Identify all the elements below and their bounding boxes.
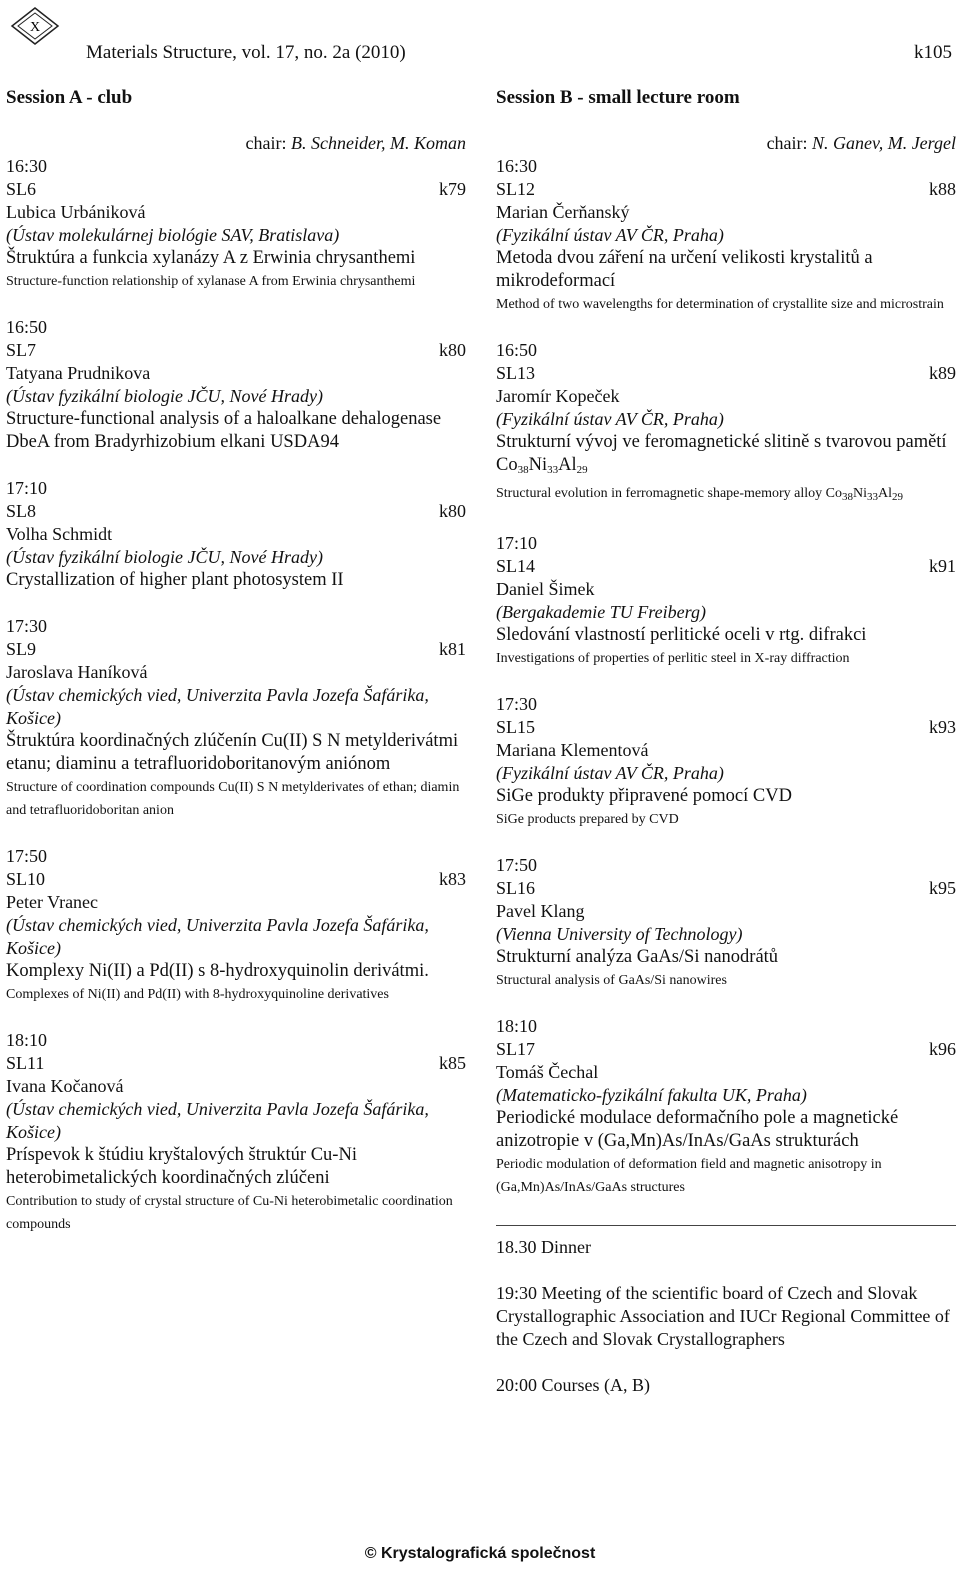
talk-affiliation: (Ústav fyzikální biologie JČU, Nové Hrady) <box>6 386 323 406</box>
talk-author: Peter Vranec <box>6 892 99 912</box>
page-header <box>0 42 960 72</box>
talk-entry <box>6 155 466 293</box>
talk-title-english: SiGe products prepared by CVD <box>496 812 679 827</box>
talk-entry <box>496 693 956 831</box>
talk-time: 16:30 <box>496 156 538 176</box>
talk-author: Pavel Klang <box>496 901 585 921</box>
talk-code-row <box>6 339 466 362</box>
talk-page: k85 <box>439 1053 466 1073</box>
talk-author: Daniel Šimek <box>496 579 595 599</box>
talk-title: Strukturní analýza GaAs/Si nanodrátů <box>496 947 779 967</box>
program-item: 20:00 Courses (A, B) <box>496 1375 650 1395</box>
talk-title: Metoda dvou záření na určení velikosti krystalitů a mikrodeformací <box>496 248 873 291</box>
session-b-column <box>496 86 956 1420</box>
talk-affiliation: (Matematicko-fyzikální fakulta UK, Praha) <box>496 1085 807 1105</box>
talk-author: Marian Čerňanský <box>496 202 630 222</box>
talk-author: Tatyana Prudnikova <box>6 363 151 383</box>
evening-program <box>496 1236 956 1397</box>
talk-page: k89 <box>929 363 956 383</box>
talk-title: Crystallization of higher plant photosystem II <box>6 570 344 590</box>
session-b-chair: chair: N. Ganev, M. Jergel <box>766 133 956 153</box>
talk-page: k79 <box>439 179 466 199</box>
journal-title: Materials Structure, vol. 17, no. 2a (2010) <box>86 42 406 63</box>
logo-letter: X <box>29 20 41 35</box>
talk-code: SL10 <box>6 869 46 889</box>
talk-title: Strukturní vývoj ve feromagnetické slitině s tvarovou pamětí $Co_{38}Ni_{33}Al_{29}$ <box>496 432 947 476</box>
talk-code-row <box>496 877 956 900</box>
talk-code-row <box>496 1038 956 1061</box>
talk-entry <box>6 316 466 454</box>
talk-code-row <box>496 716 956 739</box>
talk-title: Štruktúra koordinačných zlúčenín Cu(II) S N metylderivátmi etanu; diaminu a tetrafluoridoboritanovým aniónom <box>6 731 459 774</box>
talk-affiliation: (Ústav fyzikální biologie JČU, Nové Hrady) <box>6 547 323 567</box>
talk-affiliation: (Fyzikální ústav AV ČR, Praha) <box>496 225 724 245</box>
talk-code: SL8 <box>6 501 37 521</box>
talk-page: k83 <box>439 869 466 889</box>
talk-author: Ivana Kočanová <box>6 1076 124 1096</box>
talk-time: 17:10 <box>496 533 538 553</box>
talk-affiliation: (Ústav chemických vied, Univerzita Pavla Jozefa Šafárika, Košice) <box>6 915 429 958</box>
talk-time: 17:30 <box>6 616 48 636</box>
program-item: 18.30 Dinner <box>496 1237 591 1257</box>
talk-title-english: Structural analysis of GaAs/Si nanowires <box>496 973 727 988</box>
talk-code: SL7 <box>6 340 37 360</box>
talk-time: 17:50 <box>496 855 538 875</box>
talk-code: SL17 <box>496 1039 536 1059</box>
talk-time: 17:30 <box>496 694 538 714</box>
talk-code-row <box>6 638 466 661</box>
talk-title: Structure-functional analysis of a haloalkane dehalogenase DbeA from Bradyrhizobium elkani USDA94 <box>6 409 442 452</box>
talk-code: SL16 <box>496 878 536 898</box>
talk-time: 17:50 <box>6 846 48 866</box>
program-item: 19:30 Meeting of the scientific board of Czech and Slovak Crystallographic Association and IUCr Regional Committee of the Czech and Slovak Crystallographers <box>496 1283 950 1349</box>
talk-time: 16:30 <box>6 156 48 176</box>
talk-entry <box>6 615 466 822</box>
talk-entry <box>496 339 956 509</box>
talk-affiliation: (Fyzikální ústav AV ČR, Praha) <box>496 763 724 783</box>
talk-title-english: Structural evolution in ferromagnetic shape-memory alloy $Co_{38}Ni_{33}Al_{29}$ <box>496 486 904 503</box>
talk-code: SL6 <box>6 179 37 199</box>
talk-entry <box>496 155 956 316</box>
talk-page: k96 <box>929 1039 956 1059</box>
talk-affiliation: (Fyzikální ústav AV ČR, Praha) <box>496 409 724 429</box>
talk-author: Jaromír Kopeček <box>496 386 620 406</box>
talk-entry <box>6 1029 466 1236</box>
talk-page: k80 <box>439 340 466 360</box>
talk-affiliation: (Ústav chemických vied, Univerzita Pavla Jozefa Šafárika, Košice) <box>6 685 429 728</box>
divider <box>496 1225 956 1226</box>
talk-author: Mariana Klementová <box>496 740 649 760</box>
talk-code: SL14 <box>496 556 536 576</box>
talk-title: Štruktúra a funkcia xylanázy A z Erwinia chrysanthemi <box>6 248 416 268</box>
talk-code-row <box>496 555 956 578</box>
talk-title-english: Structure of coordination compounds Cu(II) S N metylderivates of ethan; diamin and tetrafluoridoboritan anion <box>6 780 460 818</box>
talk-code: SL11 <box>6 1053 45 1073</box>
journal-logo <box>10 6 60 46</box>
session-a-chair: chair: B. Schneider, M. Koman <box>245 133 466 153</box>
page-number: k105 <box>914 42 952 63</box>
session-a-talks <box>6 155 466 1236</box>
talk-code: SL13 <box>496 363 536 383</box>
session-b-talks <box>496 155 956 1199</box>
talk-time: 16:50 <box>496 340 538 360</box>
talk-title-english: Contribution to study of crystal structure of Cu-Ni heterobimetalic coordination compounds <box>6 1194 453 1232</box>
talk-page: k93 <box>929 717 956 737</box>
talk-author: Jaroslava Haníková <box>6 662 148 682</box>
talk-code-row <box>6 500 466 523</box>
session-b-title: Session B - small lecture room <box>496 87 740 108</box>
talk-code: SL15 <box>496 717 536 737</box>
talk-code-row <box>6 868 466 891</box>
talk-entry <box>6 845 466 1006</box>
talk-code-row <box>6 1052 466 1075</box>
talk-title-english: Method of two wavelengths for determination of crystallite size and microstrain <box>496 297 944 312</box>
talk-title: Periodické modulace deformačního pole a magnetické anizotropie v (Ga,Mn)As/InAs/GaAs strukturách <box>496 1108 899 1151</box>
talk-author: Lubica Urbániková <box>6 202 146 222</box>
talk-title-english: Investigations of properties of perlitic steel in X-ray diffraction <box>496 651 850 666</box>
talk-affiliation: (Bergakademie TU Freiberg) <box>496 602 706 622</box>
talk-affiliation: (Ústav molekulárnej biológie SAV, Bratislava) <box>6 225 340 245</box>
talk-time: 18:10 <box>6 1030 48 1050</box>
talk-entry <box>6 477 466 592</box>
talk-title: Sledování vlastností perlitické oceli v rtg. difrakci <box>496 625 867 645</box>
talk-page: k91 <box>929 556 956 576</box>
talk-title: SiGe produkty připravené pomocí CVD <box>496 786 792 806</box>
session-a-column <box>6 86 466 1259</box>
talk-affiliation: (Ústav chemických vied, Univerzita Pavla Jozefa Šafárika, Košice) <box>6 1099 429 1142</box>
talk-affiliation: (Vienna University of Technology) <box>496 924 743 944</box>
talk-entry <box>496 854 956 992</box>
talk-author: Tomáš Čechal <box>496 1062 599 1082</box>
talk-title-english: Complexes of Ni(II) and Pd(II) with 8-hydroxyquinoline derivatives <box>6 987 389 1002</box>
talk-page: k88 <box>929 179 956 199</box>
talk-entry <box>496 1015 956 1199</box>
talk-title: Príspevok k štúdiu kryštalových štruktúr Cu-Ni heterobimetalických koordinačných zlúčeni <box>6 1145 357 1188</box>
talk-time: 17:10 <box>6 478 48 498</box>
talk-title: Komplexy Ni(II) a Pd(II) s 8-hydroxyquinolin derivátmi. <box>6 961 429 981</box>
talk-title-english: Periodic modulation of deformation field and magnetic anisotropy in (Ga,Mn)As/InAs/GaAs structures <box>496 1157 882 1195</box>
talk-author: Volha Schmidt <box>6 524 113 544</box>
talk-page: k95 <box>929 878 956 898</box>
talk-title-english: Structure-function relationship of xylanase A from Erwinia chrysanthemi <box>6 274 416 289</box>
talk-code-row <box>6 178 466 201</box>
talk-entry <box>496 532 956 670</box>
talk-page: k80 <box>439 501 466 521</box>
talk-code-row <box>496 178 956 201</box>
talk-code: SL12 <box>496 179 536 199</box>
footer-copyright: © Krystalografická společnost <box>364 1545 596 1562</box>
talk-time: 16:50 <box>6 317 48 337</box>
talk-page: k81 <box>439 639 466 659</box>
session-a-title: Session A - club <box>6 87 133 108</box>
talk-code: SL9 <box>6 639 37 659</box>
talk-time: 18:10 <box>496 1016 538 1036</box>
talk-code-row <box>496 362 956 385</box>
